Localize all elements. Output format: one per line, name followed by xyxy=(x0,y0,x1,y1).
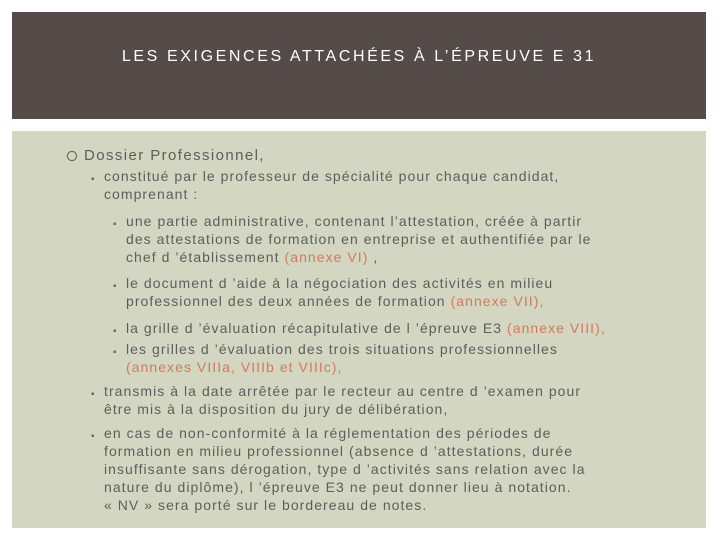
sub-partie-administrative-line-2: des attestations de formation en entreprise et authentifiée par le xyxy=(126,231,592,247)
sub-grille-recapitulative-line-1 xyxy=(126,320,606,338)
text-professionnel-deux-annees: professionnel des deux années de formation xyxy=(126,293,446,309)
square-bullet-icon: ▪ xyxy=(113,281,118,292)
bullet-non-conformite-line-4: nature du diplôme), l ’épreuve E3 ne peut donner lieu à notation. xyxy=(104,479,572,495)
bullet-constitue-line-2: comprenant : xyxy=(104,186,199,202)
header-band xyxy=(12,12,706,119)
text-chef-etablissement: chef d ’établissement xyxy=(126,249,280,265)
square-bullet-icon: ▪ xyxy=(91,431,96,442)
slide xyxy=(12,12,706,528)
bullet-transmis-line-1: transmis à la date arrêtée par le recteur au centre d ’examen pour xyxy=(104,383,582,399)
square-bullet-icon: ▪ xyxy=(113,326,118,337)
annex-reference: (annexe VII), xyxy=(450,293,545,309)
sub-document-aide-line-2 xyxy=(126,293,544,311)
sub-grilles-situations-line-1: les grilles d ’évaluation des trois situations professionnelles xyxy=(126,341,558,357)
annex-reference: (annexes VIIIa, VIIIb et VIIIc), xyxy=(126,359,343,375)
bullet-non-conformite-line-2: formation en milieu professionnel (absence d ’attestations, durée xyxy=(104,443,574,459)
square-bullet-icon: ▪ xyxy=(91,389,96,400)
bullet-non-conformite-line-3: insuffisante sans dérogation, type d ’activités sans relation avec la xyxy=(104,461,586,477)
text-trailing-comma: , xyxy=(368,249,379,265)
bullet-constitue-line-1: constitué par le professeur de spécialité pour chaque candidat, xyxy=(104,168,560,184)
bullet-non-conformite-line-1: en cas de non-conformité à la réglementation des périodes de xyxy=(104,425,552,441)
sub-document-aide-line-1: le document d ’aide à la négociation des activités en milieu xyxy=(126,275,554,291)
sub-partie-administrative-line-1: une partie administrative, contenant l’attestation, créée à partir xyxy=(126,213,583,229)
content-panel xyxy=(12,131,706,528)
hollow-circle-bullet-icon xyxy=(66,150,78,162)
text-grille-recapitulative: la grille d ’évaluation récapitulative de l ’épreuve E3 xyxy=(126,320,503,336)
square-bullet-icon: ▪ xyxy=(91,174,96,185)
page-title: LES EXIGENCES ATTACHÉES À L’ÉPREUVE E 31 xyxy=(121,48,597,65)
bullet-non-conformite-line-5: « NV » sera porté sur le bordereau de notes. xyxy=(104,497,428,513)
square-bullet-icon: ▪ xyxy=(113,219,118,230)
sub-partie-administrative-line-3 xyxy=(126,249,378,267)
heading-dossier-professionnel: Dossier Professionnel, xyxy=(84,147,265,164)
annex-reference: (annexe VI) xyxy=(284,249,369,265)
bullet-transmis-line-2: être mis à la disposition du jury de délibération, xyxy=(104,401,449,417)
annex-reference: (annexe VIII), xyxy=(507,320,606,336)
square-bullet-icon: ▪ xyxy=(113,347,118,358)
